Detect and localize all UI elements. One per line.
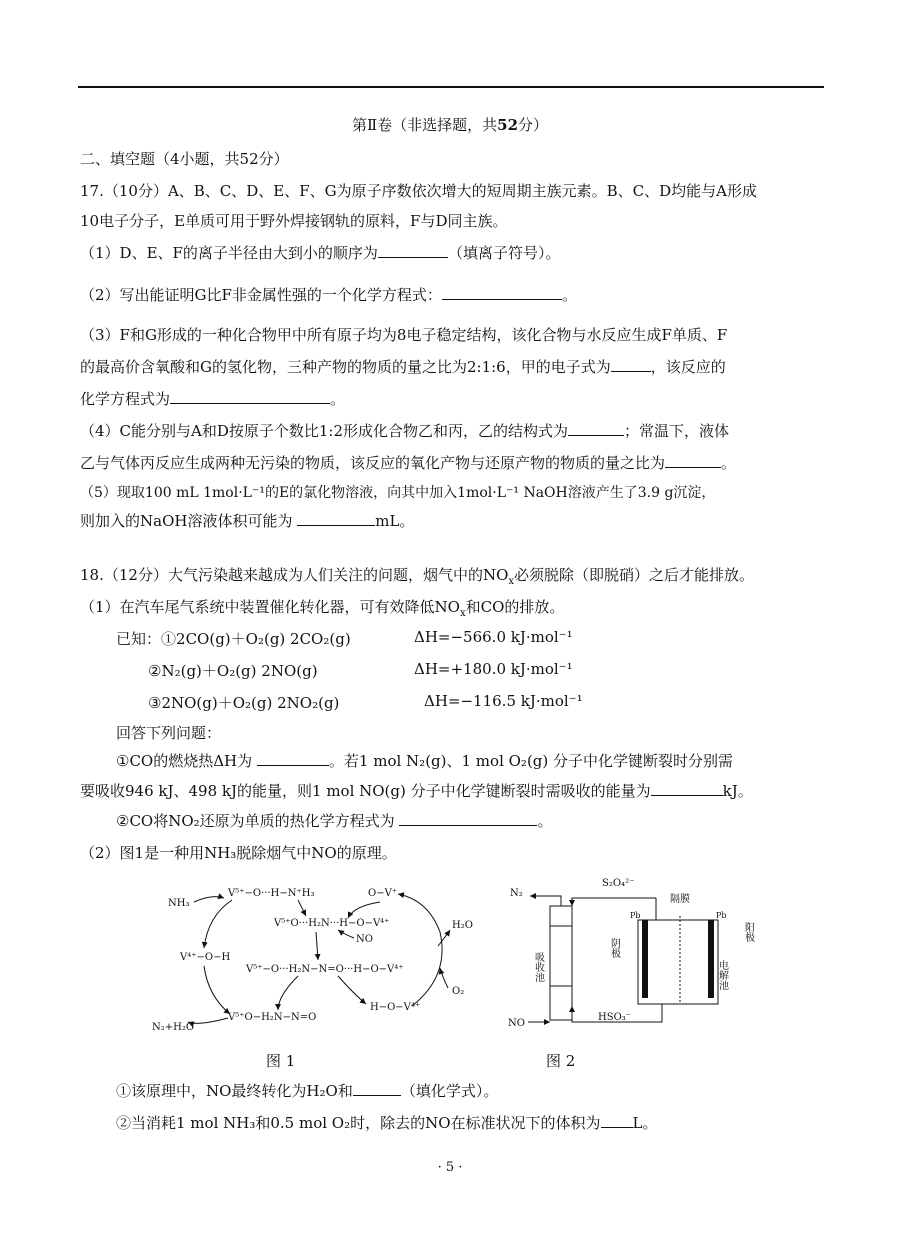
q17-part4-line2 — [80, 452, 826, 474]
q18-sub1-end: kJ。 — [722, 782, 753, 800]
fig1-label-top-right: O−V⁺ — [368, 888, 398, 899]
q17-part5-line2 — [80, 510, 826, 532]
fig1-label-mid1 — [273, 918, 389, 929]
q17-part3-line3 — [80, 388, 826, 410]
subscript: x — [508, 576, 515, 587]
fig1-label-top-left: V⁵⁺−O···H−N⁺H₃ — [228, 888, 315, 899]
fig1-label-mid2: V⁵⁺−O···H₂N−N=O···H−O−V⁴⁺ — [246, 964, 404, 975]
fig2-n2-arrow — [530, 896, 561, 906]
fig1-mid1-sub: ₂ — [316, 918, 321, 929]
q17-part1-text: （1）D、E、F的离子半径由大到小的顺序为 — [80, 244, 378, 262]
q18-part2-a-text: ①该原理中，NO最终转化为H₂O和 — [116, 1082, 353, 1100]
equation-number: ③ — [148, 694, 162, 712]
answer-blank[interactable] — [601, 1113, 633, 1128]
answer-blank[interactable] — [651, 781, 723, 796]
left-electrode — [642, 920, 648, 998]
equation-text: 2CO(g)＋O₂(g) 2CO₂(g) — [176, 630, 351, 648]
fig2-label-s2o4: S₂O₄²⁻ — [602, 878, 635, 889]
q17-part2 — [80, 284, 826, 306]
q18-sub1-text2: 。若1 mol N₂(g)、1 mol O₂(g) 分子中化学键断裂时分别需 — [328, 752, 734, 770]
q18-intro — [80, 564, 826, 586]
equation-number: ② — [148, 662, 162, 680]
fig1-label-o2: O₂ — [452, 986, 465, 997]
q18-part2-b-end: L。 — [632, 1114, 658, 1132]
q18-part1 — [80, 596, 826, 618]
answer-blank[interactable] — [257, 751, 329, 766]
fig1-label-nh3: NH₃ — [168, 898, 190, 909]
fig2-label-pb-left: Pb — [630, 911, 641, 920]
q17-part2-text: （2）写出能证明G比F非金属性强的一个化学方程式： — [80, 286, 442, 304]
fig1-label-bottom-right: H−O−V⁴⁺ — [370, 1002, 421, 1013]
equation-1-dh: ΔH=−566.0 kJ·mol⁻¹ — [414, 628, 573, 646]
fig1-arrow — [398, 894, 442, 1006]
fig1-arrow — [440, 968, 448, 988]
answer-prompt: 回答下列问题： — [116, 724, 222, 742]
q17-part3-line2 — [80, 356, 826, 378]
q17-part3-line1: （3）F和G形成的一种化合物甲中所有原子均为8电子稳定结构，该化合物与水反应生成F单质、F — [80, 326, 728, 344]
q18-sub1-line1 — [116, 750, 862, 772]
fig1-mid1-b: N···H−O−V⁴⁺ — [320, 918, 390, 929]
section-title-suffix: 分） — [518, 116, 549, 134]
answer-blank[interactable] — [568, 421, 624, 436]
q18-sub2-text: ②CO将NO₂还原为单质的热化学方程式为 — [116, 812, 395, 830]
fig1-label-bottom-left: V⁵⁺O−H₂N−N=O — [228, 1012, 317, 1023]
answer-blank[interactable] — [611, 357, 651, 372]
q17-part5-text: 则加入的NaOH溶液体积可能为 — [80, 512, 293, 530]
fig1-arrow — [338, 930, 354, 938]
equation-text: 2NO(g)＋O₂(g) 2NO₂(g) — [161, 694, 340, 712]
electrolytic-cell — [638, 920, 718, 1004]
q18-sub2-end: 。 — [537, 812, 553, 830]
fig2-label-hso3: HSO₃⁻ — [598, 1012, 632, 1023]
right-electrode — [708, 920, 714, 998]
q18-sub1-text: ①CO的燃烧热ΔH为 — [116, 752, 253, 770]
top-rule — [78, 86, 824, 88]
q17-part4-text2: 乙与气体丙反应生成两种无污染的物质，该反应的氧化产物与还原产物的物质的量之比为 — [80, 454, 666, 472]
answer-blank[interactable] — [378, 243, 448, 258]
figure-2-caption: 图 2 — [546, 1052, 576, 1070]
answer-blank[interactable] — [353, 1081, 401, 1096]
equation-3-dh: ΔH=−116.5 kJ·mol⁻¹ — [424, 692, 583, 710]
answer-blank[interactable] — [399, 811, 537, 826]
fig1-arrow — [278, 976, 298, 1010]
part-heading: 二、填空题（4小题，共52分） — [80, 150, 289, 168]
fig1-arrow — [298, 900, 306, 916]
q18-part1-text: （1）在汽车尾气系统中装置催化转化器，可有效降低NO — [80, 598, 460, 616]
equation-text: N₂(g)＋O₂(g) 2NO(g) — [161, 662, 318, 680]
fig1-arrow — [204, 900, 232, 948]
q18-intro-text: 18.（12分）大气污染越来越成为人们关注的问题，烟气中的NO — [80, 566, 509, 584]
absorption-tower — [550, 906, 572, 1020]
fig2-label-absorber: 吸收池 — [532, 952, 544, 982]
q18-part2-a-end: （填化学式）。 — [400, 1082, 499, 1100]
q18-sub2 — [116, 810, 862, 832]
fig1-arrow — [194, 897, 224, 902]
q17-part5-end: mL。 — [375, 512, 415, 530]
q17-intro-1: 17.（10分）A、B、C、D、E、F、G为原子序数依次增大的短周期主族元素。B、C、D均能与A形成 — [80, 182, 758, 200]
q18-part2-b-text: ②当消耗1 mol NH₃和0.5 mol O₂时，除去的NO在标准状况下的体积为 — [116, 1114, 601, 1132]
section-title-points: 52 — [497, 116, 519, 134]
q17-part4-end: 。 — [721, 454, 737, 472]
subscript: x — [459, 608, 466, 619]
q17-part4-text: （4）C能分别与A和D按原子个数比1:2形成化合物乙和丙，乙的结构式为 — [80, 422, 569, 440]
fig2-label-anode: 阳极 — [742, 922, 754, 942]
fig2-label-membrane: 隔膜 — [670, 894, 690, 905]
figure-1-caption: 图 1 — [266, 1052, 296, 1070]
answer-blank[interactable] — [297, 511, 375, 526]
equation-number: ① — [161, 630, 177, 648]
fig1-arrow — [204, 966, 230, 1014]
q18-part2: （2）图1是一种用NH₃脱除烟气中NO的原理。 — [80, 844, 397, 862]
fig2-label-cathode: 阴极 — [608, 938, 620, 958]
q17-intro-2: 10电子分子，E单质可用于野外焊接钢轨的原料，F与D同主族。 — [80, 212, 508, 230]
fig1-arrow — [338, 976, 366, 1004]
q18-part2-a — [116, 1080, 862, 1102]
q17-part4-mid: ；常温下，液体 — [624, 422, 730, 440]
q18-part1-end: 和CO的排放。 — [465, 598, 565, 616]
q17-part1 — [80, 242, 826, 264]
fig2-label-n2: N₂ — [510, 888, 523, 899]
q17-part1-end: （填离子符号）。 — [447, 244, 561, 262]
answer-blank[interactable] — [442, 285, 562, 300]
fig1-label-products: N₂+H₂O — [152, 1022, 195, 1033]
section-title-prefix: 第Ⅱ卷（非选择题，共 — [351, 116, 498, 134]
known-label: 已知： — [116, 630, 162, 648]
figure-1-diagram — [148, 876, 478, 1036]
equation-2-dh: ΔH=+180.0 kJ·mol⁻¹ — [414, 660, 573, 678]
q17-part3-end: 。 — [330, 390, 346, 408]
page-number: · 5 · — [437, 1160, 463, 1175]
answer-blank[interactable] — [170, 389, 330, 404]
fig1-mid1-a: V⁵⁺O···H — [274, 918, 317, 929]
q18-sub1-line2 — [80, 780, 826, 802]
fig1-label-no: NO — [356, 934, 373, 945]
fig1-arrow — [316, 932, 318, 960]
q17-part2-end: 。 — [561, 286, 577, 304]
fig1-label-left: V⁴⁺−O−H — [180, 952, 231, 963]
q18-part2-b — [116, 1112, 862, 1134]
fig2-label-pb-right: Pb — [716, 911, 727, 920]
fig1-label-h2o: H₂O — [452, 920, 473, 931]
q18-intro-end: 必须脱除（即脱硝）之后才能排放。 — [514, 566, 755, 584]
q17-part3-eq-text: 化学方程式为 — [80, 390, 171, 408]
figure-2-diagram — [502, 876, 772, 1036]
q17-part4-line1 — [80, 420, 826, 442]
section-title — [0, 114, 900, 136]
q17-part5-line1: （5）现取100 mL 1mol·L⁻¹的E的氯化物溶液，向其中加入1mol·L⁻¹ NaOH溶液产生了3.9 g沉淀， — [80, 485, 716, 501]
answer-blank[interactable] — [665, 453, 721, 468]
fig2-label-electrolyzer: 电解池 — [716, 960, 728, 990]
fig2-s2o4-arrow — [572, 898, 656, 906]
q17-part3-mid: ，该反应的 — [650, 358, 726, 376]
fig1-arrow — [348, 902, 380, 918]
q17-part3-text: 的最高价含氧酸和G的氢化物，三种产物的物质的量之比为2:1:6，甲的电子式为 — [80, 358, 611, 376]
fig2-label-no: NO — [508, 1018, 525, 1029]
q18-sub1-text3: 要吸收946 kJ、498 kJ的能量，则1 mol NO(g) 分子中化学键断裂时需吸收的能量为 — [80, 782, 651, 800]
